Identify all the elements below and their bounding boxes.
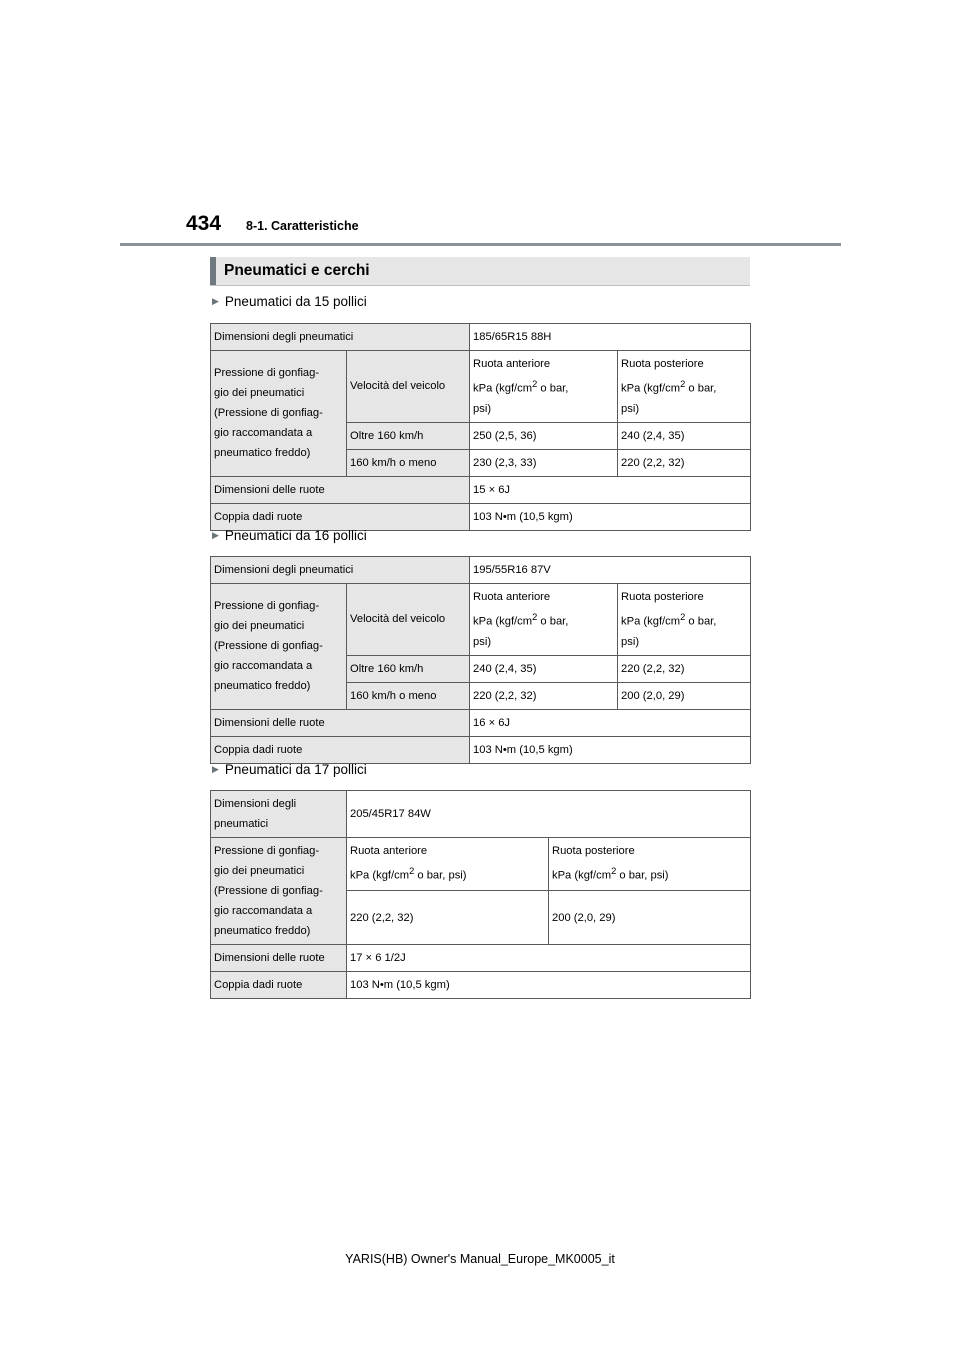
rear-header-cell: Ruota posteriore kPa ($kgf/cm^2$ o bar, psi) <box>618 584 751 656</box>
size-label-cell: Dimensioni degli pneumatici <box>211 557 470 584</box>
section-title: Pneumatici e cerchi <box>224 262 370 279</box>
rear-pressure-cell: 200 (2,0, 29) <box>549 891 751 945</box>
table-row <box>211 791 751 838</box>
front-header-cell: Ruota anteriore kPa ($kgf/cm^2$ o bar, psi) <box>470 584 618 656</box>
size-label-cell: Dimensioni degli pneumatici <box>211 791 347 838</box>
arrow-icon: ▶ <box>212 764 219 774</box>
wheel-value-cell: 15 × 6J <box>470 476 751 503</box>
speed-cell: 160 km/h o meno <box>347 682 470 709</box>
torque-value-cell: 103 N•m (10,5 kgm) <box>470 736 751 763</box>
torque-value-cell: 103 N•m (10,5 kgm) <box>470 503 751 530</box>
size-value-cell: 195/55R16 87V <box>470 557 751 584</box>
table-row <box>211 736 751 763</box>
tire-table-17 <box>210 790 751 999</box>
speed-cell: Oltre 160 km/h <box>347 422 470 449</box>
tire-table-16 <box>210 556 751 764</box>
table-row <box>211 838 751 891</box>
torque-label-cell: Coppia dadi ruote <box>211 503 470 530</box>
table-row <box>211 557 751 584</box>
footer-text: YARIS(HB) Owner's Manual_Europe_MK0005_it <box>345 1252 615 1266</box>
rear-header-cell: Ruota posteriore kPa ($kgf/cm^2$ o bar, psi) <box>618 351 751 423</box>
table-row <box>211 584 751 656</box>
front-pressure-cell: 220 (2,2, 32) <box>470 682 618 709</box>
torque-label-cell: Coppia dadi ruote <box>211 736 470 763</box>
wheel-value-cell: 16 × 6J <box>470 709 751 736</box>
rear-pressure-cell: 220 (2,2, 32) <box>618 655 751 682</box>
wheel-label-cell: Dimensioni delle ruote <box>211 476 470 503</box>
header-rule <box>120 243 841 246</box>
wheel-label-cell: Dimensioni delle ruote <box>211 945 347 972</box>
velocity-label-cell: Velocità del veicolo <box>347 351 470 423</box>
rear-pressure-cell: 200 (2,0, 29) <box>618 682 751 709</box>
front-header-cell: Ruota anteriore kPa ($kgf/cm^2$ o bar, psi) <box>470 351 618 423</box>
pressure-label-cell: Pressione di gonfiag- gio dei pneumatici (Pressione di gonfiag- gio raccomandata a pneumatico freddo) <box>211 838 347 945</box>
subheading-15 <box>212 294 367 309</box>
size-label-cell: Dimensioni degli pneumatici <box>211 324 470 351</box>
front-pressure-cell: 230 (2,3, 33) <box>470 449 618 476</box>
front-pressure-cell: 240 (2,4, 35) <box>470 655 618 682</box>
subheading-17 <box>212 762 367 777</box>
subheading-text: Pneumatici da 15 pollici <box>224 294 367 309</box>
table-row <box>211 972 751 999</box>
table-row <box>211 351 751 423</box>
pressure-label-cell: Pressione di gonfiag- gio dei pneumatici (Pressione di gonfiag- gio raccomandata a pneumatico freddo) <box>211 351 347 477</box>
size-value-cell: 185/65R15 88H <box>470 324 751 351</box>
wheel-label-cell: Dimensioni delle ruote <box>211 709 470 736</box>
speed-cell: Oltre 160 km/h <box>347 655 470 682</box>
arrow-icon: ▶ <box>212 296 219 306</box>
velocity-label-cell: Velocità del veicolo <box>347 584 470 656</box>
front-header-cell: Ruota anteriore kPa ($kgf/cm^2$ o bar, psi) <box>347 838 549 891</box>
section-bar <box>210 257 216 285</box>
table-row <box>211 945 751 972</box>
pressure-label-cell: Pressione di gonfiag- gio dei pneumatici (Pressione di gonfiag- gio raccomandata a pneumatico freddo) <box>211 584 347 710</box>
torque-value-cell: 103 N•m (10,5 kgm) <box>347 972 751 999</box>
table-row <box>211 503 751 530</box>
section-header <box>210 257 750 286</box>
table-row <box>211 324 751 351</box>
tire-table-15 <box>210 323 751 531</box>
page-number: 434 <box>186 212 222 235</box>
rear-pressure-cell: 240 (2,4, 35) <box>618 422 751 449</box>
subheading-16 <box>212 528 367 543</box>
torque-label-cell: Coppia dadi ruote <box>211 972 347 999</box>
front-pressure-cell: 220 (2,2, 32) <box>347 891 549 945</box>
wheel-value-cell: 17 × 6 1/2J <box>347 945 751 972</box>
subheading-text: Pneumatici da 16 pollici <box>224 528 367 543</box>
subheading-text: Pneumatici da 17 pollici <box>224 762 367 777</box>
speed-cell: 160 km/h o meno <box>347 449 470 476</box>
rear-header-cell: Ruota posteriore kPa ($kgf/cm^2$ o bar, psi) <box>549 838 751 891</box>
arrow-icon: ▶ <box>212 530 219 540</box>
table-row <box>211 476 751 503</box>
front-pressure-cell: 250 (2,5, 36) <box>470 422 618 449</box>
rear-pressure-cell: 220 (2,2, 32) <box>618 449 751 476</box>
table-row <box>211 709 751 736</box>
chapter-title: 8-1. Caratteristiche <box>246 219 359 233</box>
size-value-cell: 205/45R17 84W <box>347 791 751 838</box>
